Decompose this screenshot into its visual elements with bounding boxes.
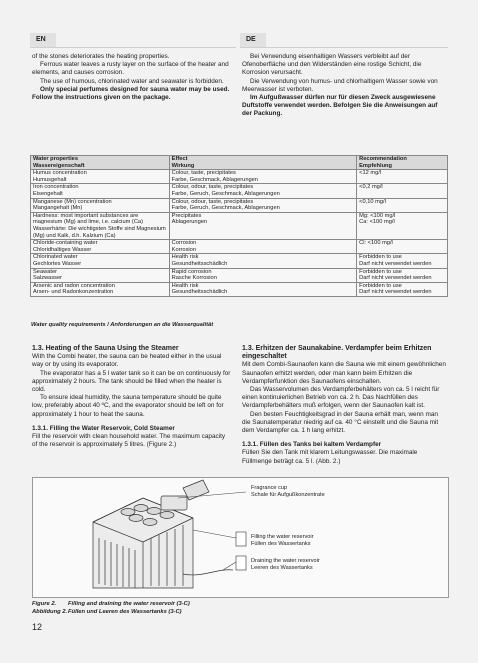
- de-13-p2: Das Wasservolumen des Verdampferbehälters von ca. 5 l reicht für einen kontinuierlichen Betrieb von ca. 2 h. Das Nachfüllen des Verdampferbehälters muß erfolgen, wenn der Saunaofen kalt ist.: [242, 386, 440, 410]
- figure-caption-en-text: Filling and draining the water reservoir (3-C): [68, 601, 190, 607]
- label-fragrance-cup-en: Fragrance cup: [251, 485, 288, 491]
- header-recommendation: Recommendation Empfehlung: [357, 156, 448, 170]
- figure-2: [32, 477, 449, 598]
- label-draining-en: Draining the water reservoir: [251, 558, 320, 564]
- label-filling-en: Filling the water reservoir: [251, 534, 314, 540]
- table-cell: Forbidden to use Darf nicht verwendet werden: [357, 254, 448, 268]
- table-cell: Arsenic and radon concentration Arsen- und Radonkonzentration: [31, 282, 170, 296]
- table-header-row: [31, 156, 448, 170]
- de-13-p3: Den besten Feuchtigkeitsgrad in der Sauna erhält man, wenn man die Saunatemperatur niedrig auf ca. 40 °C einstellt und die Sauna mit dem Verdampfer ca. 1 h lang erhitzt.: [242, 410, 439, 435]
- table-cell: Humus concentration Humusgehalt: [31, 170, 170, 184]
- table-row: [31, 170, 448, 184]
- table-row: [31, 198, 448, 212]
- en-section-heading: 1.3. Heating of the Sauna Using the Steamer: [32, 345, 179, 352]
- label-draining: [251, 558, 320, 571]
- table-cell: Colour, odour, taste, precipitates Farbe, Geruch, Geschmack, Ablagerungen: [169, 198, 356, 212]
- en-intro-p3: The use of humous, chlorinated water and seawater is forbidden.: [40, 77, 224, 85]
- table-row: [31, 254, 448, 268]
- de-13-p4: Füllen Sie den Tank mit klarem Leitungswasser. Die maximale Füllmenge beträgt ca. 5 l. (Abb. 2.): [242, 449, 418, 465]
- de-13-p1: Mit dem Combi-Saunaofen kann die Sauna wie mit einem gewöhnlichen Saunaofen erhitzt werden, oder man kann beim Erhitzen die Verdampferfunktion des Saunaofens einschalten.: [242, 361, 446, 385]
- table-cell: Manganese (Mn) concentration Mangangehalt (Mn): [31, 198, 170, 212]
- water-quality-table: [30, 155, 448, 297]
- header-rule-de: [240, 47, 448, 48]
- figure-caption-de-number: Abbildung 2.: [32, 609, 68, 615]
- table-cell: Cl: <100 mg/l: [357, 240, 448, 254]
- table-cell: Iron concentration Eisengehalt: [31, 184, 170, 198]
- table-cell: Colour, odour, taste, precipitates Farbe, Geruch, Geschmack, Ablagerungen: [169, 184, 356, 198]
- table-cell: Corrosion Korrosion: [169, 240, 356, 254]
- table-cell: <0,10 mg/l: [357, 198, 448, 212]
- table-cell: Health risk Gesundheitsschädlich: [169, 282, 356, 296]
- header-rule-en: [30, 47, 236, 48]
- table-cell: Forbidden to use Darf nicht verwendet werden: [357, 268, 448, 282]
- label-fragrance-cup: [251, 485, 325, 498]
- lang-tab-en: EN: [30, 33, 56, 47]
- table-row: [31, 240, 448, 254]
- table-cell: Hardness: most important substances are magnesium (Mg) and lime, i.e. calcium (Ca) Wasserhärte: Die wichtigsten Stoffe sind Magnesium (Mg) und Kalk, d.h. Kalzium (Ca): [31, 212, 170, 239]
- de-subsection-heading: 1.3.1. Füllen des Tanks bei kaltem Verdampfer: [242, 441, 382, 449]
- label-draining-de: Leeren des Wassertanks: [251, 564, 313, 571]
- figure-caption-de: [32, 609, 182, 616]
- lang-tab-de: DE: [240, 33, 266, 47]
- table-cell: Mg: <100 mg/l Ca: <100 mg/l: [357, 212, 448, 239]
- en-13-p2: The evaporator has a 5 l water tank so it can be on continuously for approximately 2 hours. The tank should be filled when the heater is cold.: [32, 369, 231, 394]
- table-cell: Precipitates Ablagerungen: [169, 212, 356, 239]
- label-filling: [251, 534, 314, 547]
- figure-caption-de-text: Füllen und Leeren des Wassertanks (3-C): [68, 609, 182, 615]
- de-section-13: [242, 345, 447, 466]
- de-intro: [242, 53, 447, 119]
- table-cell: <0,2 mg/l: [357, 184, 448, 198]
- en-subsection-heading: 1.3.1. Filling the Water Reservoir, Cold Steamer: [32, 424, 175, 432]
- header-water-properties: Water properties Wassereigenschaft: [31, 156, 170, 170]
- table-caption: Water quality requirements / Anforderungen an die Wasserqualität: [31, 322, 214, 328]
- de-intro-p1: Bei Verwendung eisenhaltigen Wassers verbleibt auf der Ofenoberfläche und den Widerständen eine rostige Schicht, die Korrosion verursacht.: [242, 53, 422, 77]
- sauna-heater-drawing: [33, 478, 448, 597]
- de-intro-p2: Die Verwendung von humus- und chlorhaltigem Wasser sowie von Meerwasser ist verboten.: [242, 77, 438, 93]
- figure-caption-en-number: Figure 2.: [32, 601, 57, 607]
- table-cell: Rapid corrosion Rasche Korrosion: [169, 268, 356, 282]
- figure-caption-en: [32, 601, 190, 608]
- label-filling-de: Füllen des Wassertanks: [251, 540, 311, 547]
- table-cell: Health risk Gesundheitsschädlich: [169, 254, 356, 268]
- en-intro-p1: of the stones deteriorates the heating properties.: [32, 53, 170, 60]
- page-number: 12: [32, 622, 43, 632]
- table-cell: Seawater Salzwasser: [31, 268, 170, 282]
- table-cell: <12 mg/l: [357, 170, 448, 184]
- de-intro-p3: Im Aufgußwasser dürfen nur für diesen Zweck ausgewiesene Duftstoffe verwendet werden. Befolgen Sie die Anweisungen auf der Packung.: [242, 94, 438, 118]
- table-row: [31, 184, 448, 198]
- table-row: [31, 268, 448, 282]
- header-effect: Effect Wirkung: [169, 156, 356, 170]
- label-fragrance-cup-de: Schale für Aufgußkonzentrate: [251, 491, 325, 498]
- table-row: [31, 212, 448, 239]
- de-section-heading: 1.3. Erhitzen der Saunakabine. Verdampfer beim Erhitzen eingeschaltet: [242, 345, 432, 361]
- table-cell: Chlorinated water Gechlortes Wasser: [31, 254, 170, 268]
- table-row: [31, 282, 448, 296]
- en-13-p4: Fill the reservoir with clean household water. The maximum capacity of the reservoir is approximately 5 litres. (Figure 2.): [32, 433, 226, 449]
- table-cell: Forbidden to use Darf nicht verwendet werden: [357, 282, 448, 296]
- table-cell: Chloride-containing water Chloridhaltiges Wasser: [31, 240, 170, 254]
- en-intro: [32, 53, 232, 102]
- en-section-13: [32, 345, 232, 449]
- en-intro-p4: Only special perfumes designed for sauna water may be used. Follow the instructions given on the package.: [32, 85, 230, 102]
- table-cell: Colour, taste, precipitates Farbe, Geschmack, Ablagerungen: [169, 170, 356, 184]
- en-intro-p2: Ferrous water leaves a rusty layer on the surface of the heater and elements, and causes corrosion.: [32, 61, 229, 77]
- en-13-p1: With the Combi heater, the sauna can be heated either in the usual way or by using its evaporator.: [32, 353, 222, 369]
- en-13-p3: To ensure ideal humidity, the sauna temperature should be quite low, preferably about 40 ºC, and the evaporator should be left on for approximately 1 hour to heat the sauna.: [32, 394, 224, 418]
